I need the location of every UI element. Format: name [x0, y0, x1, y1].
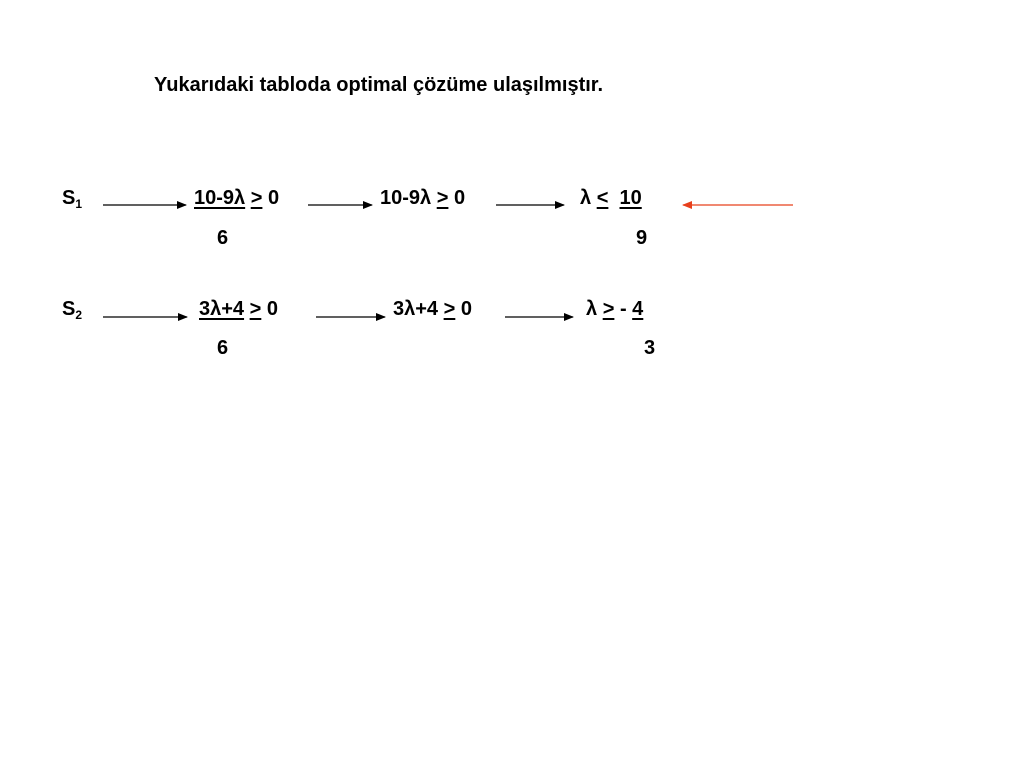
row1-subscript: 1 — [75, 197, 83, 211]
row2-result-denominator: 3 — [644, 337, 656, 359]
row2-var: S — [62, 298, 76, 320]
row2-result-operator: > — [602, 298, 615, 320]
row2-expr2-operator: > — [443, 298, 456, 320]
row1-expr2-operator: > — [436, 187, 449, 209]
row2-expr2-lhs: 3λ+4 — [393, 298, 439, 320]
row1-expr1-denominator: 6 — [217, 227, 229, 249]
row2-result-numerator: 4 — [632, 298, 644, 320]
row1-result-denominator: 9 — [636, 227, 648, 249]
row2-expr1-numerator: 3λ+4 — [199, 298, 245, 320]
row1-result-numerator: 10 — [619, 187, 642, 209]
row2-subscript: 2 — [75, 308, 83, 322]
row1-expr1-rhs: 0 — [267, 187, 280, 209]
slide-heading: Yukarıdaki tabloda optimal çözüme ulaşılmıştır. — [154, 74, 604, 96]
row2-result-lhs: λ — [586, 298, 598, 320]
row2-expr2-rhs: 0 — [460, 298, 472, 320]
row1-result-lhs: λ — [580, 187, 592, 209]
row1-var: S — [62, 187, 76, 209]
row2-expr1-operator: > — [249, 298, 262, 320]
row1-expr2-rhs: 0 — [453, 187, 466, 209]
row1-expr1-numerator: 10-9λ — [194, 187, 246, 209]
row1-expr1-operator: > — [250, 187, 263, 209]
row2-result-minus: - — [619, 298, 627, 320]
row2-expr1-rhs: 0 — [266, 298, 278, 320]
row2-expr1-denominator: 6 — [217, 337, 229, 359]
row1-result-operator: < — [596, 187, 609, 209]
row1-expr2-lhs: 10-9λ — [380, 187, 432, 209]
